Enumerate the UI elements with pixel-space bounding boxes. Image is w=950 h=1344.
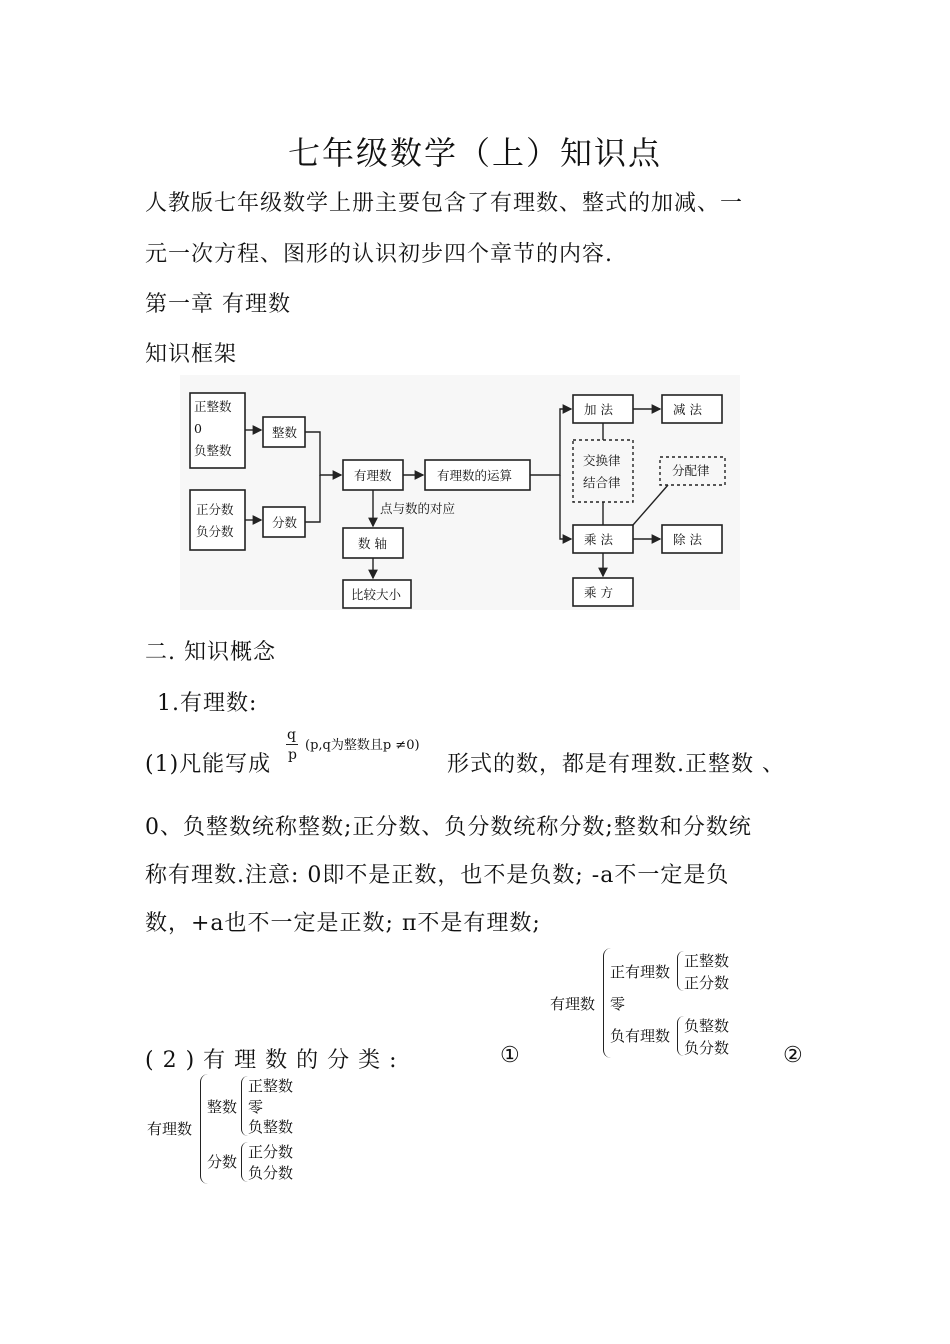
diagram-fraction: 分数 — [272, 515, 298, 530]
diagram-zero: 0 — [194, 421, 202, 436]
diagram-add: 加 法 — [584, 402, 613, 417]
diagram-power: 乘 方 — [584, 585, 613, 600]
tree1-zero: 零 — [610, 995, 626, 1013]
tree1-pos-integer: 正整数 — [684, 952, 730, 970]
diagram-distributive: 分配律 — [672, 463, 710, 478]
tree1-pos-brace — [677, 951, 684, 991]
tree2-pos-fraction: 正分数 — [248, 1143, 294, 1161]
frac-numerator: q — [287, 727, 296, 743]
tree1-negative: 负有理数 — [610, 1027, 671, 1045]
tree2-fraction: 分数 — [207, 1153, 238, 1171]
framework-heading: 知识框架 — [145, 342, 238, 367]
para1-line-2: 称有理数.注意: 0即不是正数，也不是负数; -a不一定是负 — [145, 863, 730, 888]
tree1-positive: 正有理数 — [610, 963, 671, 981]
classification-label: (2)有理数的分类: — [145, 1048, 406, 1073]
tree2-frac-brace — [241, 1142, 248, 1182]
concepts-heading: 二. 知识概念 — [145, 640, 276, 665]
tree1-neg-brace — [677, 1016, 684, 1056]
diagram-pos-fraction: 正分数 — [196, 502, 234, 517]
diagram-neg-integer: 负整数 — [194, 443, 232, 458]
fraction-bar — [286, 744, 298, 745]
diagram-correspondence: 点与数的对应 — [380, 501, 456, 516]
mark-one: ① — [500, 1043, 521, 1068]
tree2-neg-fraction: 负分数 — [248, 1164, 294, 1182]
para1-suffix: 形式的数，都是有理数.正整数 、 — [447, 752, 785, 777]
diagram-compare: 比较大小 — [351, 587, 402, 602]
item-rational-heading: 1.有理数: — [157, 691, 258, 716]
diagram-number-line: 数 轴 — [358, 536, 387, 551]
diagram-operations: 有理数的运算 — [437, 468, 513, 483]
tree2-integer: 整数 — [207, 1098, 238, 1116]
tree2-zero: 零 — [248, 1098, 264, 1116]
intro-line-1: 人教版七年级数学上册主要包含了有理数、整式的加减、一 — [145, 191, 744, 216]
diagram-subtract: 减 法 — [673, 402, 702, 417]
tree2-pos-integer: 正整数 — [248, 1077, 294, 1095]
mark-two: ② — [783, 1043, 804, 1068]
diagram-rational: 有理数 — [354, 468, 392, 483]
diagram-neg-fraction: 负分数 — [196, 524, 234, 539]
chapter-heading: 第一章 有理数 — [145, 292, 291, 317]
diagram-associative: 结合律 — [583, 475, 621, 490]
para1-prefix: (1)凡能写成 — [145, 752, 272, 777]
tree1-pos-fraction: 正分数 — [684, 974, 730, 992]
box-fraction-parts — [190, 490, 245, 550]
para1-line-1: 0、负整数统称整数;正分数、负分数统称分数;整数和分数统 — [145, 815, 752, 840]
tree1-neg-integer: 负整数 — [684, 1017, 730, 1035]
tree2-root: 有理数 — [147, 1120, 193, 1138]
page-title: 七年级数学（上）知识点 — [287, 134, 662, 172]
diagram-integer: 整数 — [272, 425, 298, 440]
frac-denominator: p — [288, 747, 297, 763]
diagram-divide: 除 法 — [673, 532, 702, 547]
knowledge-framework-diagram — [180, 375, 740, 610]
tree2-int-brace — [241, 1076, 248, 1136]
tree1-root: 有理数 — [550, 995, 596, 1013]
intro-line-2: 元一次方程、图形的认识初步四个章节的内容. — [145, 242, 613, 267]
tree1-neg-fraction: 负分数 — [684, 1039, 730, 1057]
diagram-multiply: 乘 法 — [584, 532, 613, 547]
frac-condition: (p,q为整数且p ≠0) — [305, 738, 420, 753]
diagram-pos-integer: 正整数 — [194, 399, 232, 414]
diagram-commutative: 交换律 — [583, 453, 621, 468]
tree2-neg-integer: 负整数 — [248, 1118, 294, 1136]
para1-line-3: 数，+a也不一定是正数; π不是有理数; — [145, 911, 541, 936]
